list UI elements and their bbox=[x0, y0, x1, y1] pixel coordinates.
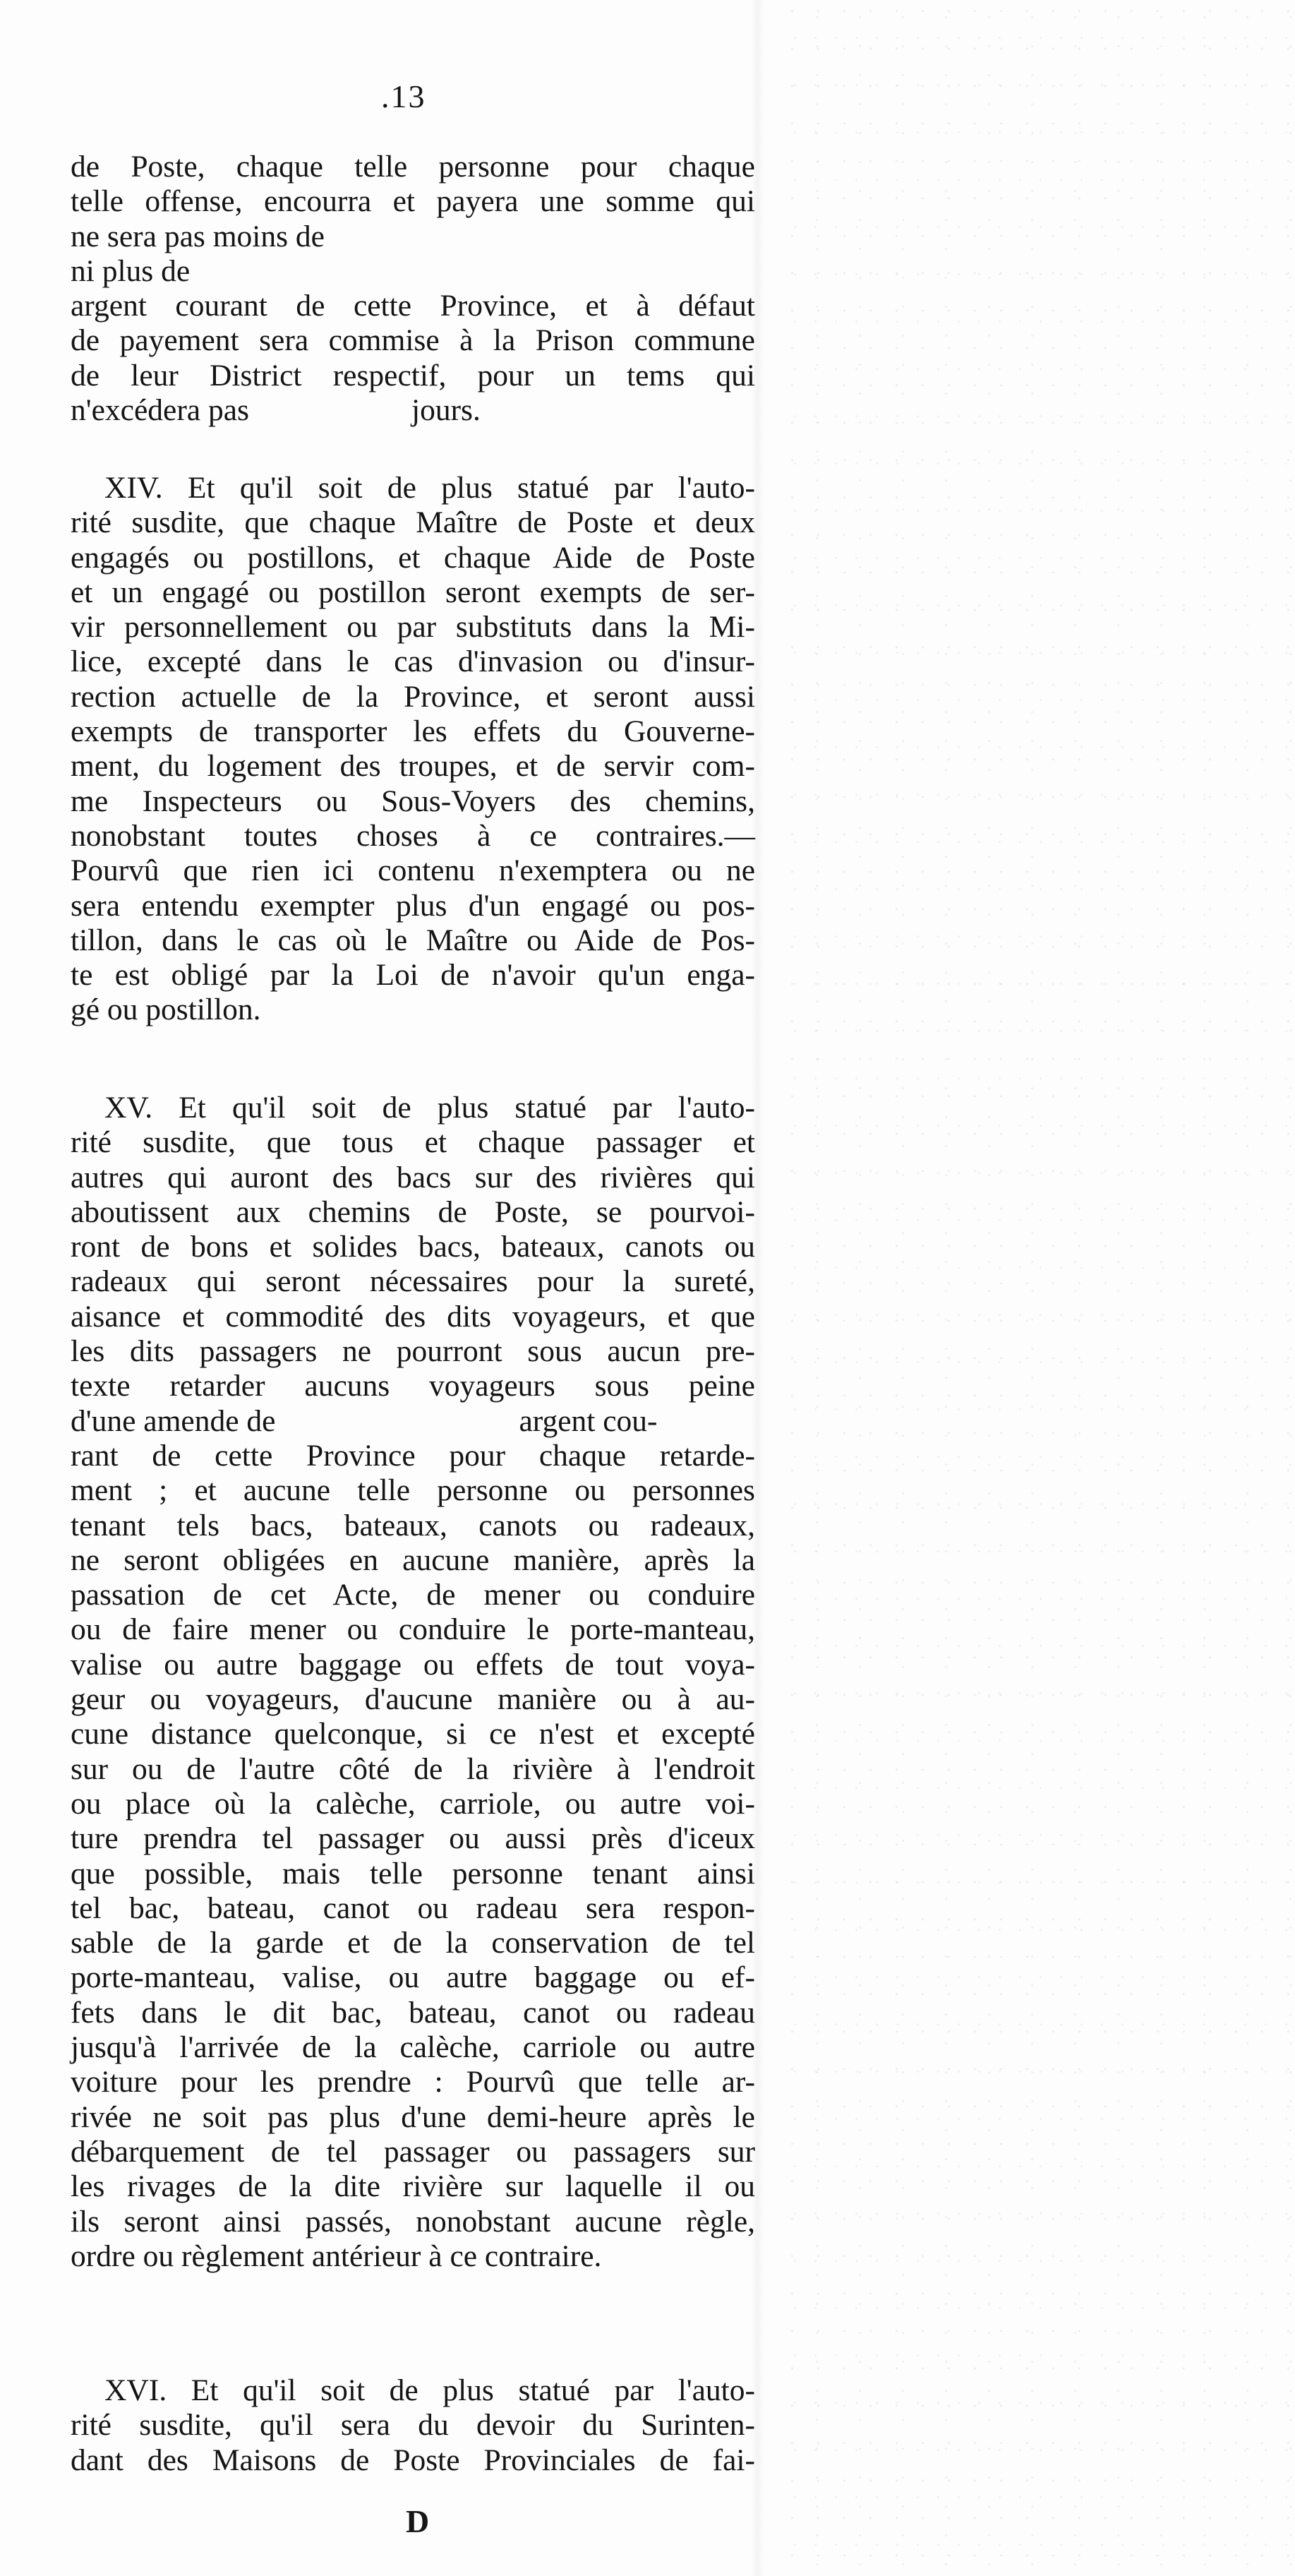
text-line: geur ou voyageurs, d'aucune manière ou à au- bbox=[71, 1682, 755, 1717]
section-heading-line: XIV. Et qu'il soit de plus statué par l'auto- bbox=[104, 471, 755, 505]
text-fragment: argent cou- bbox=[519, 1403, 658, 1438]
text-line: dant des Maisons de Poste Provinciales de fai- bbox=[71, 2443, 755, 2477]
text-line: débarquement de tel passager ou passagers sur bbox=[71, 2134, 755, 2169]
text-line: rité susdite, que tous et chaque passager et bbox=[71, 1125, 755, 1160]
text-fragment: jours. bbox=[411, 393, 481, 428]
text-line: porte-manteau, valise, ou autre baggage ou ef- bbox=[71, 1960, 755, 1995]
section-heading-line: XV. Et qu'il soit de plus statué par l'auto- bbox=[104, 1091, 755, 1125]
text-line: fets dans le dit bac, bateau, canot ou radeau bbox=[71, 1995, 755, 2030]
text-line: sable de la garde et de la conservation de tel bbox=[71, 1926, 755, 1960]
page-number: .13 bbox=[381, 78, 426, 114]
text-line: ment, du logement des troupes, et de servir com- bbox=[71, 749, 755, 784]
text-line: aisance et commodité des dits voyageurs, et que bbox=[71, 1299, 755, 1334]
text-fragment: d'une amende de bbox=[71, 1403, 276, 1438]
section-heading-line: XVI. Et qu'il soit de plus statué par l'auto- bbox=[104, 2373, 755, 2407]
text-line: ture prendra tel passager ou aussi près d'iceux bbox=[71, 1821, 755, 1856]
text-line: valise ou autre baggage ou effets de tout voya- bbox=[71, 1647, 755, 1682]
text-line: tel bac, bateau, canot ou radeau sera respon- bbox=[71, 1891, 755, 1925]
text-line: radeaux qui seront nécessaires pour la sureté, bbox=[71, 1264, 755, 1299]
text-line: voiture pour les prendre : Pourvû que telle ar- bbox=[71, 2065, 755, 2099]
text-line: aboutissent aux chemins de Poste, se pourvoi- bbox=[71, 1194, 755, 1229]
text-fragment: n'excédera pas bbox=[71, 393, 249, 428]
text-line: rivée ne soit pas plus d'une demi-heure après le bbox=[71, 2099, 755, 2134]
text-line: vir personnellement ou par substituts dans la Mi- bbox=[71, 610, 755, 645]
text-line: ils seront ainsi passés, nonobstant aucune règle, bbox=[71, 2204, 755, 2239]
text-line: lice, excepté dans le cas d'invasion ou d'insur- bbox=[71, 645, 755, 679]
paper-speckle bbox=[787, 0, 1295, 2576]
text-line: ne sera pas moins de bbox=[71, 219, 325, 253]
text-line: ni plus de bbox=[71, 253, 191, 288]
text-line: que possible, mais telle personne tenant ainsi bbox=[71, 1856, 755, 1891]
text-line: jusqu'à l'arrivée de la calèche, carriole ou autre bbox=[71, 2030, 755, 2065]
text-line: ne seront obligées en aucune manière, après la bbox=[71, 1542, 755, 1577]
text-line: de payement sera commise à la Prison commune bbox=[71, 323, 755, 358]
text-line: rité susdite, que chaque Maître de Poste et deux bbox=[71, 505, 755, 540]
text-line: ront de bons et solides bacs, bateaux, canots ou bbox=[71, 1230, 755, 1264]
text-line-split bbox=[71, 1404, 755, 1439]
text-line: argent courant de cette Province, et à défaut bbox=[71, 289, 755, 323]
text-line: gé ou postillon. bbox=[71, 993, 261, 1027]
text-line: sur ou de l'autre côté de la rivière à l'endroit bbox=[71, 1751, 755, 1786]
section-xvi bbox=[71, 2373, 755, 2478]
text-line: me Inspecteurs ou Sous-Voyers des chemins, bbox=[71, 784, 755, 818]
continuation-paragraph bbox=[71, 150, 755, 428]
section-xiv bbox=[71, 471, 755, 1028]
section-xv bbox=[71, 1091, 755, 2274]
text-line: les dits passagers ne pourront sous aucun pre- bbox=[71, 1334, 755, 1369]
text-line: telle offense, encourra et payera une somme qui bbox=[71, 184, 755, 219]
text-line: tillon, dans le cas où le Maître ou Aide de Pos- bbox=[71, 923, 755, 957]
text-line: exempts de transporter les effets du Gouverne- bbox=[71, 714, 755, 749]
text-line: passation de cet Acte, de mener ou conduire bbox=[71, 1578, 755, 1612]
text-line: de Poste, chaque telle personne pour chaque bbox=[71, 150, 755, 184]
text-line: ou de faire mener ou conduire le porte-manteau, bbox=[71, 1612, 755, 1647]
text-line-split bbox=[71, 393, 755, 428]
text-line: tenant tels bacs, bateaux, canots ou radeaux, bbox=[71, 1508, 755, 1542]
text-line: ou place où la calèche, carriole, ou autre voi- bbox=[71, 1786, 755, 1821]
text-line: et un engagé ou postillon seront exempts de ser- bbox=[71, 575, 755, 609]
text-line: nonobstant toutes choses à ce contraires.— bbox=[71, 818, 755, 853]
text-line: de leur District respectif, pour un tems qui bbox=[71, 358, 755, 393]
text-line: engagés ou postillons, et chaque Aide de Poste bbox=[71, 540, 755, 575]
text-line: autres qui auront des bacs sur des rivières qui bbox=[71, 1160, 755, 1194]
text-line: sera entendu exempter plus d'un engagé ou pos- bbox=[71, 888, 755, 923]
text-line: te est obligé par la Loi de n'avoir qu'un enga- bbox=[71, 958, 755, 993]
text-line: rité susdite, qu'il sera du devoir du Surinten- bbox=[71, 2408, 755, 2443]
text-line: ment ; et aucune telle personne ou personnes bbox=[71, 1473, 755, 1508]
signature-mark: D bbox=[406, 2503, 430, 2539]
text-line: rant de cette Province pour chaque retarde- bbox=[71, 1438, 755, 1473]
text-line: rection actuelle de la Province, et seront aussi bbox=[71, 679, 755, 714]
text-line: cune distance quelconque, si ce n'est et excepté bbox=[71, 1717, 755, 1751]
text-line: les rivages de la dite rivière sur laquelle il ou bbox=[71, 2169, 755, 2204]
text-line: texte retarder aucuns voyageurs sous peine bbox=[71, 1369, 755, 1403]
text-line: ordre ou règlement antérieur à ce contraire. bbox=[71, 2239, 602, 2273]
text-line: Pourvû que rien ici contenu n'exemptera ou ne bbox=[71, 853, 755, 888]
